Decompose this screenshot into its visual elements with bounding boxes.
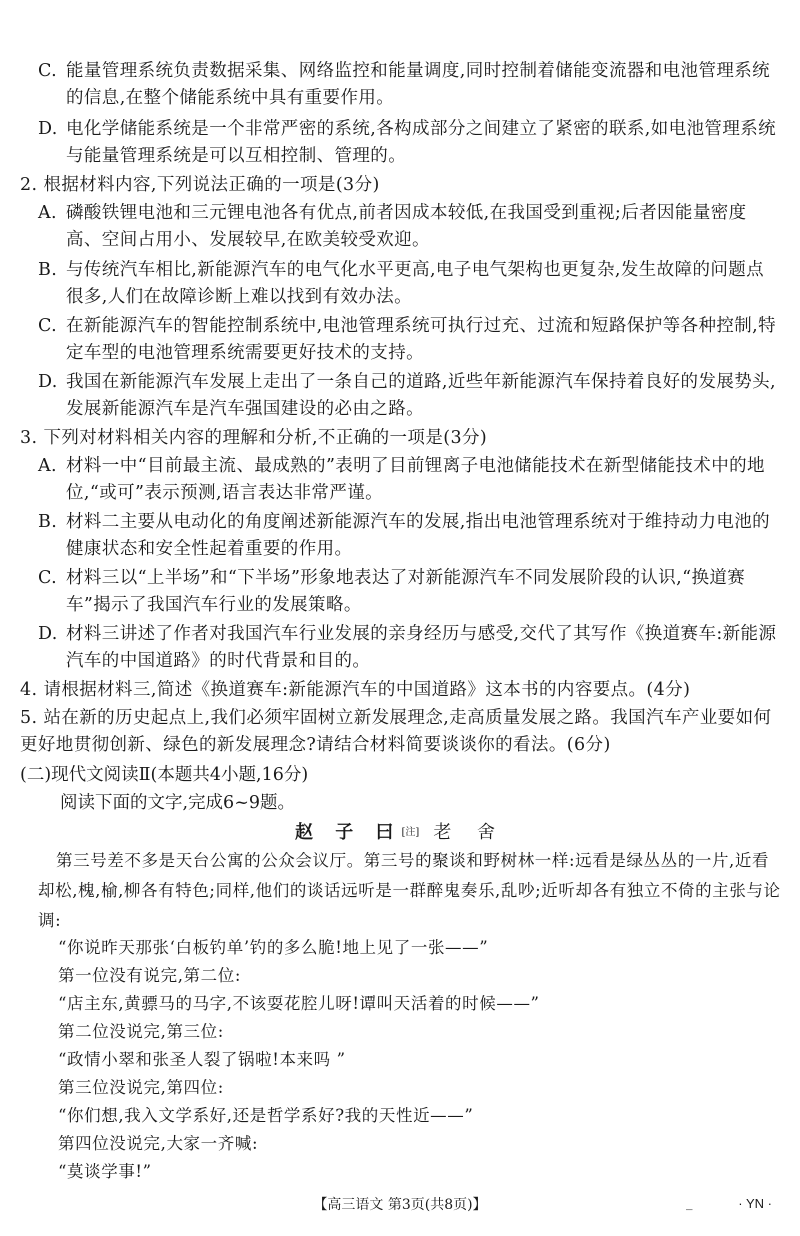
q4-stem: 4. 请根据材料三,简述《换道赛车:新能源汽车的中国道路》这本书的内容要点。(4分) bbox=[20, 680, 691, 700]
dialogue-line: 第四位没说完,大家一齐喊: bbox=[58, 1134, 259, 1153]
footer-dash: _ bbox=[686, 1196, 693, 1211]
q1-option-d bbox=[38, 116, 778, 170]
option-label: D. bbox=[38, 624, 58, 644]
q3-option-b bbox=[38, 509, 778, 563]
option-text: 材料三讲述了作者对我国汽车行业发展的亲身经历与感受,交代了其写作《换道赛车:新能源汽车的中国道路》的时代背景和目的。 bbox=[66, 624, 777, 671]
dialogue-line: “你说昨天那张‘白板钓单’钓的多么脆!地上见了一张——” bbox=[58, 938, 489, 957]
option-text: 与传统汽车相比,新能源汽车的电气化水平更高,电子电气架构也更复杂,发生故障的问题点很多,人们在故障诊断上难以找到有效办法。 bbox=[66, 260, 765, 307]
dialogue-line: “政情小翠和张圣人裂了锅啦!本来吗 ” bbox=[58, 1050, 346, 1069]
q3-option-d bbox=[38, 621, 778, 675]
option-label: C. bbox=[38, 316, 58, 336]
story-title-text: 赵 子 曰 bbox=[294, 822, 402, 843]
option-text: 在新能源汽车的智能控制系统中,电池管理系统可执行过充、过流和短路保护等各种控制,特定车型的电池管理系统需要更好技术的支持。 bbox=[66, 316, 777, 363]
section-heading: (二)现代文阅读Ⅱ(本题共4小题,16分) bbox=[20, 765, 309, 785]
q5-stem bbox=[20, 705, 780, 759]
dialogue-line: 第二位没说完,第三位: bbox=[58, 1022, 224, 1041]
dialogue-line: “莫谈学事!” bbox=[58, 1162, 152, 1181]
option-label: B. bbox=[38, 512, 58, 532]
option-label: D. bbox=[38, 372, 58, 392]
story-paragraph: 第三号差不多是天台公寓的公众会议厅。第三号的聚谈和野树林一样:远看是绿丛丛的一片,近看却松,槐,榆,柳各有特色;同样,他们的谈话远听是一群醉鬼奏乐,乱吵;近听却各有独立不倚的主张与论调: bbox=[38, 851, 781, 930]
story-title bbox=[0, 819, 800, 846]
dialogue-line: 第一位没有说完,第二位: bbox=[58, 966, 242, 985]
q3-option-a bbox=[38, 453, 778, 507]
q1-option-c bbox=[38, 58, 778, 112]
option-text: 能量管理系统负责数据采集、网络监控和能量调度,同时控制着储能变流器和电池管理系统的信息,在整个储能系统中具有重要作用。 bbox=[66, 61, 771, 108]
option-label: B. bbox=[38, 260, 58, 280]
option-label: C. bbox=[38, 61, 58, 81]
dialogue-line: 第三位没说完,第四位: bbox=[58, 1078, 224, 1097]
title-note: [注] bbox=[401, 827, 420, 838]
footer-mark: · YN · bbox=[738, 1196, 772, 1211]
dialogue-line: “你们想,我入文学系好,还是哲学系好?我的天性近——” bbox=[58, 1106, 474, 1125]
option-text: 电化学储能系统是一个非常严密的系统,各构成部分之间建立了紧密的联系,如电池管理系统与能量管理系统是可以互相控制、管理的。 bbox=[66, 119, 777, 166]
q2-option-c bbox=[38, 313, 778, 367]
reading-instruction: 阅读下面的文字,完成6~9题。 bbox=[60, 793, 295, 813]
q3-stem: 3. 下列对材料相关内容的理解和分析,不正确的一项是(3分) bbox=[20, 428, 488, 448]
option-text: 材料一中“目前最主流、最成熟的”表明了目前锂离子电池储能技术在新型储能技术中的地位,“或可”表示预测,语言表达非常严谨。 bbox=[66, 456, 765, 503]
q2-stem: 2. 根据材料内容,下列说法正确的一项是(3分) bbox=[20, 175, 380, 195]
option-text: 我国在新能源汽车发展上走出了一条自己的道路,近些年新能源汽车保持着良好的发展势头,发展新能源汽车是汽车强国建设的必由之路。 bbox=[66, 372, 777, 419]
option-text: 材料三以“上半场”和“下半场”形象地表达了对新能源汽车不同发展阶段的认识,“换道赛车”揭示了我国汽车行业的发展策略。 bbox=[66, 568, 746, 615]
q2-option-d bbox=[38, 369, 778, 423]
page-footer: 【高三语文 第3页(共8页)】 bbox=[313, 1197, 487, 1213]
option-text: 材料二主要从电动化的角度阐述新能源汽车的发展,指出电池管理系统对于维持动力电池的健康状态和安全性起着重要的作用。 bbox=[66, 512, 771, 559]
option-label: A. bbox=[38, 203, 58, 223]
story-author: 老 舍 bbox=[433, 822, 506, 843]
dialogue-line: “店主东,黄骠马的马字,不该耍花腔儿呀!谭叫天活着的时候——” bbox=[58, 994, 540, 1013]
q5-text: 5. 站在新的历史起点上,我们必须牢固树立新发展理念,走高质量发展之路。我国汽车产业要如何更好地贯彻创新、绿色的新发展理念?请结合材料简要谈谈你的看法。(6分) bbox=[20, 708, 772, 755]
q2-option-a bbox=[38, 200, 778, 254]
option-text: 磷酸铁锂电池和三元锂电池各有优点,前者因成本较低,在我国受到重视;后者因能量密度高、空间占用小、发展较早,在欧美较受欢迎。 bbox=[66, 203, 747, 250]
q2-option-b bbox=[38, 257, 778, 311]
option-label: D. bbox=[38, 119, 58, 139]
option-label: A. bbox=[38, 456, 58, 476]
option-label: C. bbox=[38, 568, 58, 588]
q3-option-c bbox=[38, 565, 778, 619]
